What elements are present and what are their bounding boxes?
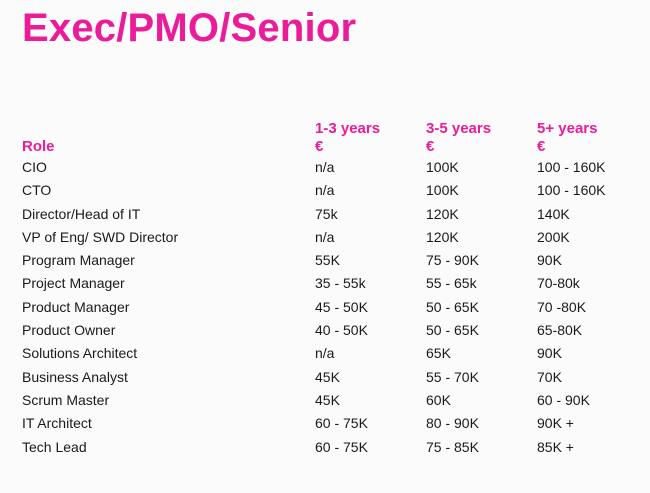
cell-1-3-years: 45 - 50K xyxy=(315,298,368,315)
cell-1-3-years: 45K xyxy=(315,368,340,385)
cell-role: Product Manager xyxy=(22,298,130,315)
cell-5-plus-years: 90K xyxy=(537,345,562,362)
header-role: Role xyxy=(22,138,55,155)
table-row xyxy=(22,412,647,435)
cell-1-3-years: 40 - 50K xyxy=(315,322,368,339)
cell-1-3-years: 45K xyxy=(315,391,340,408)
cell-3-5-years: 60K xyxy=(426,391,451,408)
cell-1-3-years: 55K xyxy=(315,252,340,269)
cell-5-plus-years: 70-80k xyxy=(537,275,580,292)
cell-3-5-years: 100K xyxy=(426,159,459,175)
table-row xyxy=(22,342,647,365)
cell-3-5-years: 120K xyxy=(426,228,459,245)
cell-role: CTO xyxy=(22,182,52,199)
table-row xyxy=(22,272,647,295)
cell-role: Scrum Master xyxy=(22,391,110,408)
cell-3-5-years: 55 - 65k xyxy=(426,275,477,292)
cell-1-3-years: 60 - 75K xyxy=(315,415,368,432)
cell-5-plus-years: 70 -80K xyxy=(537,298,587,315)
cell-3-5-years: 50 - 65K xyxy=(426,322,479,339)
cell-role: Project Manager xyxy=(22,275,125,292)
header-currency: € xyxy=(315,138,324,155)
table-row xyxy=(22,296,647,319)
header-3-5-years xyxy=(426,116,537,156)
cell-3-5-years: 55 - 70K xyxy=(426,368,479,385)
header-1-3-years xyxy=(315,116,426,156)
cell-5-plus-years: 100 - 160K xyxy=(537,159,606,175)
cell-5-plus-years: 200K xyxy=(537,228,570,245)
table-row xyxy=(22,249,647,272)
cell-role: Product Owner xyxy=(22,322,116,339)
cell-3-5-years: 80 - 90K xyxy=(426,415,479,432)
cell-1-3-years: 35 - 55k xyxy=(315,275,366,292)
cell-role: Solutions Architect xyxy=(22,345,138,362)
header-1-3-years-label: 1-3 years xyxy=(315,120,381,137)
cell-5-plus-years: 65-80K xyxy=(537,322,583,339)
cell-1-3-years: n/a xyxy=(315,159,335,175)
cell-3-5-years: 120K xyxy=(426,205,459,222)
salary-table xyxy=(22,116,647,459)
cell-role: VP of Eng/ SWD Director xyxy=(22,228,179,245)
cell-role: Program Manager xyxy=(22,252,135,269)
cell-1-3-years: n/a xyxy=(315,182,335,199)
cell-role: Tech Lead xyxy=(22,438,87,455)
table-row xyxy=(22,366,647,389)
cell-1-3-years: 60 - 75K xyxy=(315,438,368,455)
cell-3-5-years: 50 - 65K xyxy=(426,298,479,315)
cell-3-5-years: 75 - 85K xyxy=(426,438,479,455)
table-row xyxy=(22,156,647,179)
cell-5-plus-years: 85K + xyxy=(537,438,574,455)
cell-role: Business Analyst xyxy=(22,368,128,385)
cell-role: Director/Head of IT xyxy=(22,205,141,222)
cell-1-3-years: 75k xyxy=(315,205,338,222)
header-3-5-years-label: 3-5 years xyxy=(426,120,492,137)
header-currency: € xyxy=(537,138,546,155)
cell-role: IT Architect xyxy=(22,415,92,432)
cell-1-3-years: n/a xyxy=(315,228,335,245)
header-5-plus-years xyxy=(537,116,647,156)
table-row xyxy=(22,389,647,412)
table-row xyxy=(22,319,647,342)
cell-5-plus-years: 90K + xyxy=(537,415,574,432)
table-row xyxy=(22,226,647,249)
cell-5-plus-years: 90K xyxy=(537,252,562,269)
cell-3-5-years: 65K xyxy=(426,345,451,362)
table-header-row xyxy=(22,116,647,156)
header-currency: € xyxy=(426,138,435,155)
table-row xyxy=(22,203,647,226)
cell-role: CIO xyxy=(22,159,47,175)
cell-5-plus-years: 70K xyxy=(537,368,562,385)
page-title: Exec/PMO/Senior xyxy=(22,6,357,50)
cell-3-5-years: 100K xyxy=(426,182,459,199)
header-5-plus-years-label: 5+ years xyxy=(537,120,598,137)
cell-3-5-years: 75 - 90K xyxy=(426,252,479,269)
cell-5-plus-years: 100 - 160K xyxy=(537,182,606,199)
cell-5-plus-years: 60 - 90K xyxy=(537,391,590,408)
table-row xyxy=(22,179,647,202)
cell-1-3-years: n/a xyxy=(315,345,335,362)
table-row xyxy=(22,436,647,459)
cell-5-plus-years: 140K xyxy=(537,205,570,222)
